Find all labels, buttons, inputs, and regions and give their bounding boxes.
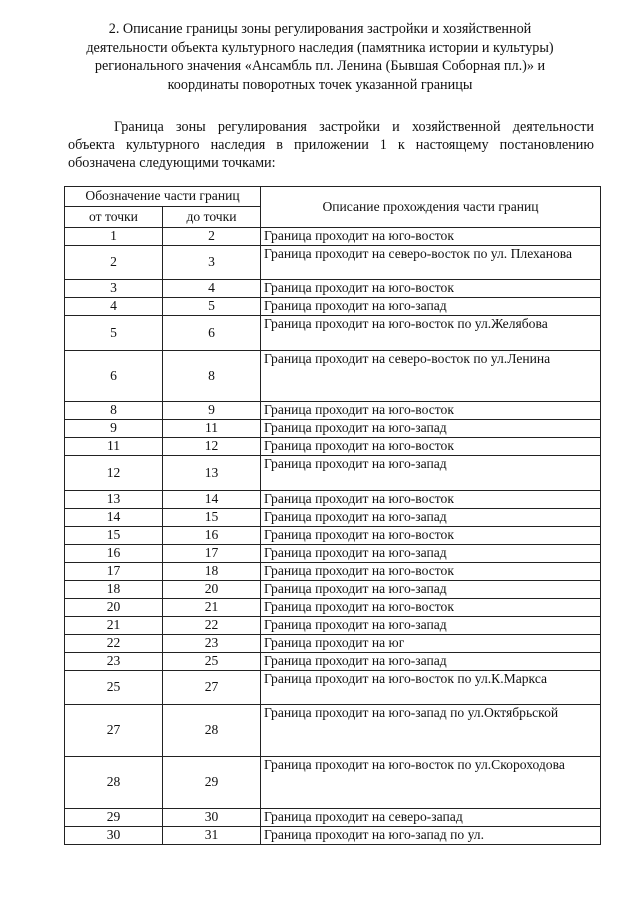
to-point-cell: 14 [163,491,261,509]
table-row [65,653,601,671]
table-row [65,809,601,827]
description-cell: Граница проходит на юго-запад [261,545,601,563]
to-point-cell: 3 [163,246,261,280]
table-row [65,420,601,438]
from-point-cell: 21 [65,617,163,635]
to-point-cell: 2 [163,228,261,246]
section-heading [40,20,600,94]
table-row [65,509,601,527]
header-description: Описание прохождения части границ [261,187,601,228]
description-cell: Граница проходит на юго-запад по ул. [261,827,601,845]
to-point-cell: 9 [163,402,261,420]
table-row [65,280,601,298]
table-row [65,298,601,316]
from-point-cell: 5 [65,316,163,351]
from-point-cell: 28 [65,757,163,809]
from-point-cell: 25 [65,671,163,705]
description-cell: Граница проходит на юго-восток [261,280,601,298]
header-from-point: от точки [65,207,163,228]
from-point-cell: 16 [65,545,163,563]
from-point-cell: 18 [65,581,163,599]
table-row [65,351,601,402]
header-to-point: до точки [163,207,261,228]
description-cell: Граница проходит на юго-запад [261,581,601,599]
description-cell: Граница проходит на юго-запад [261,420,601,438]
from-point-cell: 30 [65,827,163,845]
description-cell: Граница проходит на юго-запад по ул.Октябрьской [261,705,601,757]
table-row [65,671,601,705]
description-cell: Граница проходит на юго-запад [261,617,601,635]
to-point-cell: 6 [163,316,261,351]
table-row [65,316,601,351]
description-cell: Граница проходит на юго-восток [261,228,601,246]
table-row [65,827,601,845]
description-cell: Граница проходит на северо-восток по ул. Плеханова [261,246,601,280]
header-group-label: Обозначение части границ [65,187,261,207]
from-point-cell: 27 [65,705,163,757]
description-cell: Граница проходит на юго-восток [261,599,601,617]
description-cell: Граница проходит на юго-запад [261,456,601,491]
table-body [65,228,601,845]
to-point-cell: 31 [163,827,261,845]
description-cell: Граница проходит на юго-восток [261,402,601,420]
to-point-cell: 18 [163,563,261,581]
description-cell: Граница проходит на юго-восток [261,563,601,581]
description-cell: Граница проходит на юго-восток [261,527,601,545]
description-cell: Граница проходит на юго-запад [261,509,601,527]
description-cell: Граница проходит на юг [261,635,601,653]
description-cell: Граница проходит на северо-запад [261,809,601,827]
to-point-cell: 13 [163,456,261,491]
from-point-cell: 12 [65,456,163,491]
to-point-cell: 5 [163,298,261,316]
intro-line: Граница зоны регулирования застройки и хозяйственной деятельности [114,119,594,135]
description-cell: Граница проходит на северо-восток по ул.Ленина [261,351,601,402]
from-point-cell: 22 [65,635,163,653]
table-row [65,545,601,563]
description-cell: Граница проходит на юго-восток по ул.К.Маркса [261,671,601,705]
table-row [65,563,601,581]
to-point-cell: 16 [163,527,261,545]
description-cell: Граница проходит на юго-восток по ул.Скороходова [261,757,601,809]
from-point-cell: 4 [65,298,163,316]
from-point-cell: 17 [65,563,163,581]
table-row [65,599,601,617]
from-point-cell: 6 [65,351,163,402]
to-point-cell: 4 [163,280,261,298]
to-point-cell: 25 [163,653,261,671]
from-point-cell: 13 [65,491,163,509]
from-point-cell: 23 [65,653,163,671]
heading-line: деятельности объекта культурного наследия (памятника истории и культуры) [86,39,554,56]
to-point-cell: 21 [163,599,261,617]
to-point-cell: 29 [163,757,261,809]
heading-line: координаты поворотных точек указанной границы [167,76,473,93]
table-row [65,581,601,599]
table-row [65,228,601,246]
from-point-cell: 3 [65,280,163,298]
from-point-cell: 20 [65,599,163,617]
to-point-cell: 8 [163,351,261,402]
to-point-cell: 28 [163,705,261,757]
table-row [65,438,601,456]
boundary-table [64,186,601,845]
table-row [65,617,601,635]
table-header [65,187,601,228]
table-row [65,705,601,757]
to-point-cell: 15 [163,509,261,527]
intro-line: объекта культурного наследия в приложении 1 к настоящему постановлению [68,137,594,153]
table-row [65,527,601,545]
from-point-cell: 11 [65,438,163,456]
description-cell: Граница проходит на юго-восток [261,491,601,509]
from-point-cell: 14 [65,509,163,527]
heading-line: 2. Описание границы зоны регулирования застройки и хозяйственной [108,21,532,37]
table-row [65,402,601,420]
heading-line: регионального значения «Ансамбль пл. Ленина (Бывшая Соборная пл.)» и [94,58,546,74]
intro-line: обозначена следующими точками: [68,155,276,171]
table-row [65,635,601,653]
to-point-cell: 27 [163,671,261,705]
from-point-cell: 29 [65,809,163,827]
to-point-cell: 30 [163,809,261,827]
to-point-cell: 17 [163,545,261,563]
from-point-cell: 8 [65,402,163,420]
to-point-cell: 12 [163,438,261,456]
description-cell: Граница проходит на юго-запад [261,298,601,316]
to-point-cell: 23 [163,635,261,653]
to-point-cell: 11 [163,420,261,438]
table-row [65,246,601,280]
to-point-cell: 20 [163,581,261,599]
table-row [65,757,601,809]
from-point-cell: 2 [65,246,163,280]
from-point-cell: 15 [65,527,163,545]
from-point-cell: 9 [65,420,163,438]
description-cell: Граница проходит на юго-восток по ул.Желябова [261,316,601,351]
table-row [65,456,601,491]
to-point-cell: 22 [163,617,261,635]
description-cell: Граница проходит на юго-запад [261,653,601,671]
intro-paragraph [68,118,594,172]
table-row [65,491,601,509]
from-point-cell: 1 [65,228,163,246]
description-cell: Граница проходит на юго-восток [261,438,601,456]
